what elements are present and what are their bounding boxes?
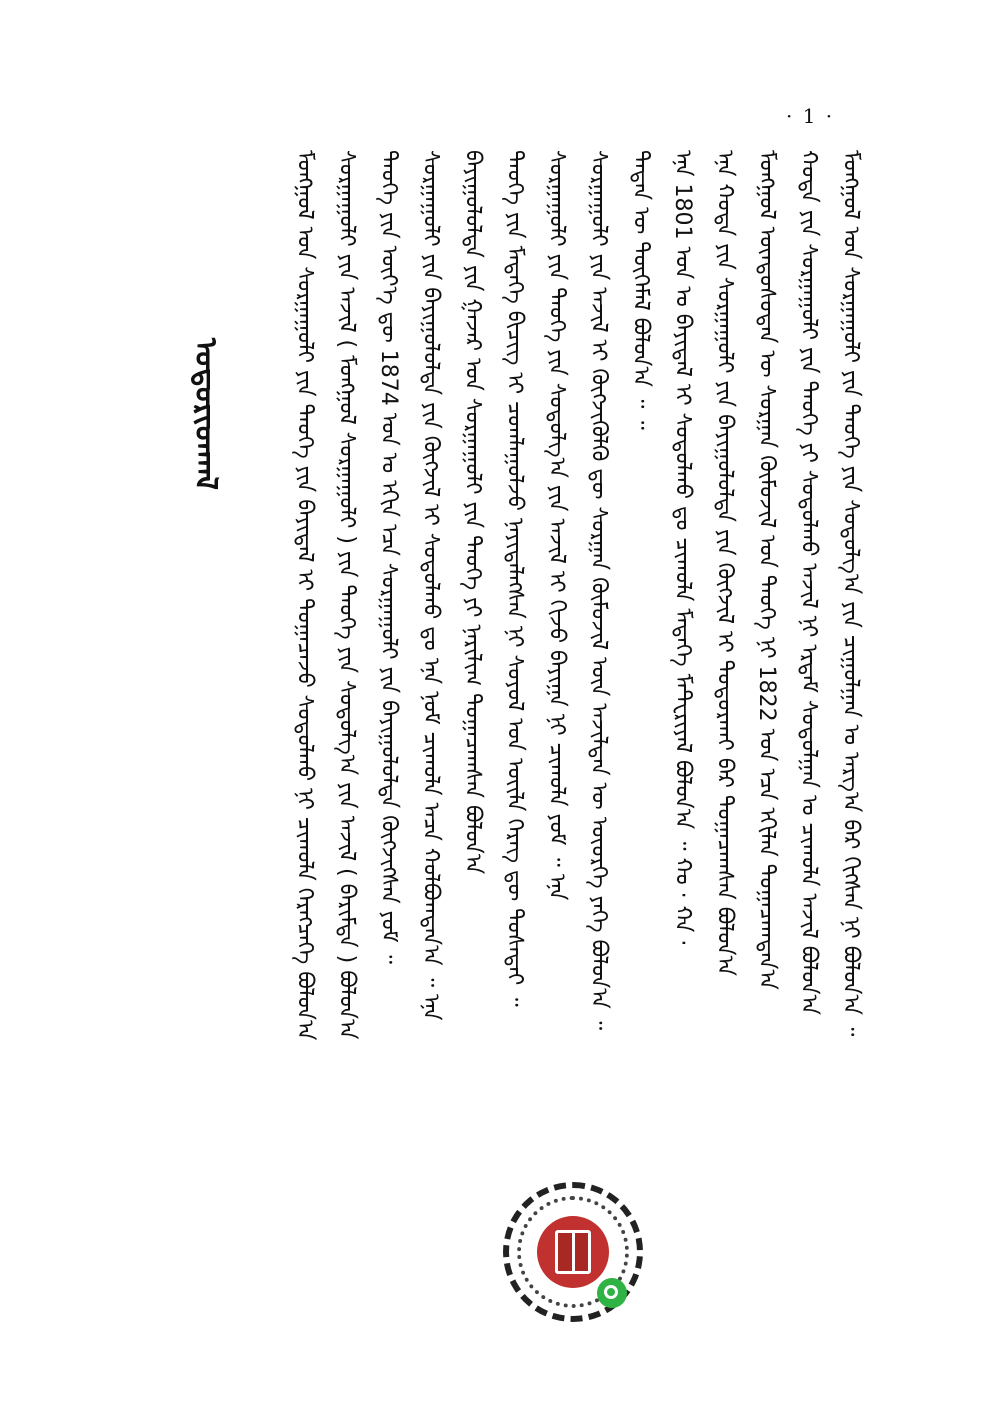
text-line: ᠮᠣᠩᠭᠣᠯ ᠦᠨᠳᠦᠰᠦᠲᠡᠨ ᠦ ᠰᠤᠷᠭᠠᠨ ᠬᠦᠮᠦᠵᠢᠯ ᠤᠨ ᠲᠡᠦᠬᠡ ᠨᠢ 1822 ᠣᠨ ᠡᠴᠡ ᠡᠬᠢᠯᠡᠨ ᠲᠣᠭᠠᠴᠠᠭᠳᠠᠨ᠎ᠠ	[754, 150, 779, 990]
text-body	[250, 150, 863, 1330]
text-line: ᠪᠠᠶᠢᠭᠤᠯᠤᠯᠲᠠ ᠶᠢᠨ ᠭᠠᠵᠠᠷ ᠤᠨ ᠰᠤᠷᠭᠠᠭᠤᠯᠢ ᠶᠢᠨ ᠲᠡᠦᠬᠡ ᠶᠢ ᠨᠠᠷᠢᠯᠢᠭ ᠲᠣᠭᠠᠴᠠᠭᠰᠠᠨ ᠪᠣᠯᠤᠨ᠎ᠠ	[460, 150, 485, 875]
text-line: ᠡᠨᠡ 1801 ᠣᠨ ᠤ ᠪᠠᠶᠢᠳᠠᠯ ᠢ ᠰᠤᠳᠤᠯᠬᠤ ᠳᠤ ᠴᠢᠬᠤᠯᠠ ᠮᠡᠳᠡᠭᠡ ᠮᠠᠲ᠋ᠧᠷᠢᠶᠠᠯ ᠪᠣᠯᠤᠨ᠎ᠠ ᠃ ᠬᠣ · ᠬᠠ ·	[670, 150, 695, 947]
text-line: ᠮᠣᠩᠭᠣᠯ ᠤᠨ ᠰᠤᠷᠭᠠᠭᠤᠯᠢ ᠶᠢᠨ ᠲᠡᠦᠬᠡ ᠶᠢᠨ ᠰᠤᠳᠤᠯᠭ᠎ᠠ ᠶᠢᠨ ᠴᠢᠭᠤᠯᠭᠠᠨ ᠤ ᠠᠷᠭ᠎ᠠ ᠪᠠᠷ ᠬᠢᠭᠰᠡᠨ ᠨᠢ ᠪᠣᠯᠤᠨ᠎ᠠ ᠃	[838, 150, 863, 1037]
qr-code-badge[interactable]	[493, 1182, 653, 1412]
section-heading: ᠤᠳᠤᠷᠢᠳᠬᠠᠯ	[188, 338, 223, 490]
text-line: ᠲᠡᠦᠬᠡ ᠶᠢᠨ ᠮᠡᠳᠡᠭᠡ ᠪᠢᠴᠢᠭ ᠢ ᠴᠤᠭᠯᠠᠭᠤᠯᠵᠤ ᠨᠡᠶᠢᠲᠡᠯᠡᠭᠰᠡᠨ ᠨᠢ ᠰᠣᠶᠣᠯ ᠤᠨ ᠦᠢᠯᠡ ᠬᠡᠷᠡᠭ ᠳᠦ ᠲᠤᠰᠠᠲᠠᠢ ᠃	[502, 150, 527, 1007]
text-line: ᠰᠤᠷᠭᠠᠭᠤᠯᠢ ᠶᠢᠨ ᠠᠵᠢᠯ ᠢ ᠬᠥᠭᠵᠢᠭᠦᠯᠬᠦ ᠳᠦ ᠰᠤᠷᠭᠠᠨ ᠬᠦᠮᠦᠵᠢᠯ ᠦᠨ ᠠᠵᠢᠯᠲᠠᠨ ᠦ ᠦᠦᠷᠭᠡ ᠶᠡᠬᠡ ᠪᠣᠯᠤᠨ᠎ᠠ ᠃	[586, 150, 611, 1031]
book-icon	[555, 1230, 591, 1274]
text-line: ᠲᠡᠳᠡᠨ ᠦ ᠲᠦᠭᠡᠮᠡᠯ ᠪᠣᠯᠤᠨ᠎ᠠ ᠃ ᠃	[628, 150, 653, 430]
text-line: ᠲᠡᠦᠬᠡ ᠶᠢᠨ ᠦᠶ᠎ᠡ ᠳᠦ 1874 ᠣᠨ ᠤ ᠡᠬᠢᠨ ᠡᠴᠡ ᠰᠤᠷᠭᠠᠭᠤᠯᠢ ᠶᠢᠨ ᠪᠠᠶᠢᠭᠤᠯᠤᠯᠲᠠ ᠬᠥᠭᠵᠢᠭᠰᠡᠨ ᠶᠤᠮ ᠃	[376, 150, 401, 964]
mini-program-icon	[597, 1278, 627, 1308]
text-line: ᠰᠤᠷᠭᠠᠭᠤᠯᠢ ᠶᠢᠨ ᠲᠡᠦᠬᠡ ᠶᠢᠨ ᠰᠤᠳᠤᠯᠭ᠎ᠠ ᠶᠢᠨ ᠠᠵᠢᠯ ᠢ ᠬᠢᠵᠦ ᠪᠠᠶᠢᠭᠠ ᠨᠢ ᠴᠢᠬᠤᠯᠠ ᠶᠤᠮ ᠃ ᠡᠨᠡ	[544, 150, 569, 901]
text-line: ᠰᠤᠷᠭᠠᠭᠤᠯᠢ ᠶᠢᠨ ᠪᠠᠶᠢᠭᠤᠯᠤᠯᠲᠠ ᠶᠢᠨ ᠬᠥᠭᠵᠢᠯ ᠢ ᠰᠤᠳᠤᠯᠬᠤ ᠳᠤ ᠡᠨᠡ ᠨᠣᠮ ᠴᠢᠬᠤᠯᠠ ᠠᠴᠠ ᠬᠣᠯᠪᠣᠭᠳᠠᠨ᠎ᠠ ᠃ ᠡᠨᠡ	[418, 150, 443, 1021]
text-line: ᠮᠣᠩᠭᠣᠯ ᠤᠨ ᠰᠤᠷᠭᠠᠭᠤᠯᠢ ᠶᠢᠨ ᠲᠡᠦᠬᠡ ᠶᠢᠨ ᠪᠠᠶᠢᠳᠠᠯ ᠢ ᠲᠣᠭᠠᠴᠠᠵᠤ ᠰᠤᠳᠤᠯᠬᠤ ᠨᠢ ᠴᠢᠬᠤᠯᠠ ᠬᠡᠷᠡᠭᠴᠡᠭᠡ ᠪᠣᠯᠤᠨ᠎ᠠ	[292, 150, 317, 1041]
page-number: · 1 ·	[786, 104, 835, 128]
text-line: ᠡᠨᠡ ᠬᠣᠲᠠ ᠶᠢᠨ ᠰᠤᠷᠭᠠᠭᠤᠯᠢ ᠶᠢᠨ ᠪᠠᠶᠢᠭᠤᠯᠤᠯᠲᠠ ᠶᠢᠨ ᠬᠥᠭᠵᠢᠯ ᠢ ᠲᠣᠳᠣᠷᠬᠠᠢ ᠪᠠᠷ ᠲᠣᠭᠠᠴᠠᠭᠰᠠᠨ ᠪᠣᠯᠤᠨ᠎ᠠ	[712, 150, 737, 976]
text-line: ᠬᠣᠲᠠ ᠶᠢᠨ ᠰᠤᠷᠭᠠᠭᠤᠯᠢ ᠶᠢᠨ ᠲᠡᠦᠬᠡ ᠶᠢ ᠰᠤᠳᠤᠯᠬᠤ ᠠᠵᠢᠯ ᠨᠢ ᠡᠷᠳᠡᠮ ᠰᠤᠳᠤᠯᠭᠠᠨ ᠤ ᠴᠢᠬᠤᠯᠠ ᠠᠵᠢᠯ ᠪᠣᠯᠤᠨ᠎ᠠ	[796, 150, 821, 1015]
text-line: ᠰᠤᠷᠭᠠᠭᠤᠯᠢ ᠶᠢᠨ ᠠᠵᠢᠯ ( ᠮᠣᠩᠭᠣᠯ ᠰᠤᠷᠭᠠᠭᠤᠯᠢ ) ᠶᠢᠨ ᠲᠡᠦᠬᠡ ᠶᠢᠨ ᠰᠤᠳᠤᠯᠭ᠎ᠠ ᠶᠢᠨ ᠠᠵᠢᠯ ( ᠪᠠᠷᠢᠮᠲᠠ ) ᠪᠣᠯᠤᠨ᠎ᠠ	[334, 150, 359, 1040]
